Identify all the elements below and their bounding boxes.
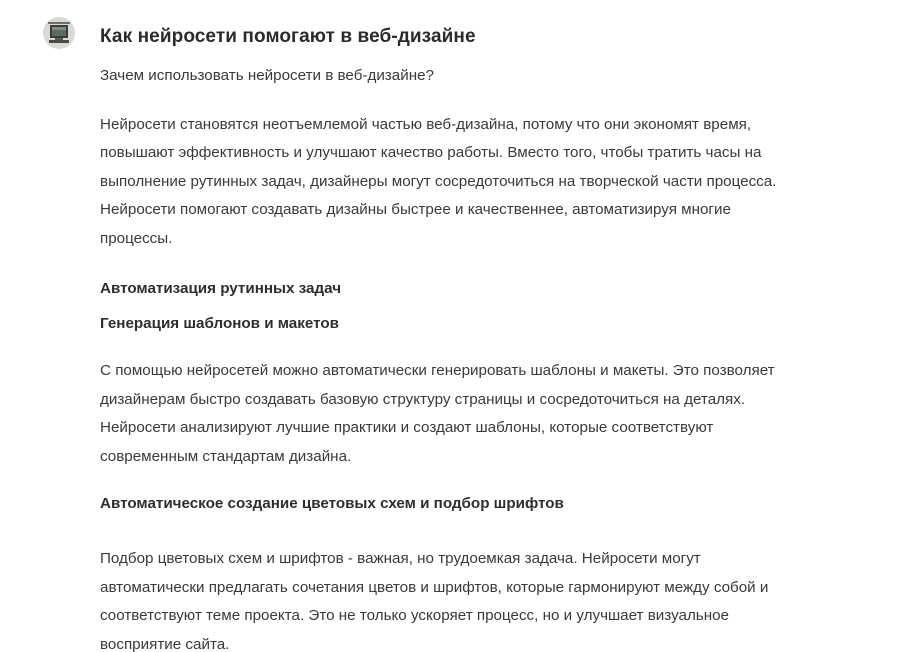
section-heading-routine-tasks: Автоматизация рутинных задач	[100, 280, 342, 297]
paragraph-line: С помощью нейросетей можно автоматически генерировать шаблоны и макеты. Это позволяет	[100, 362, 775, 379]
paragraph-line: Подбор цветовых схем и шрифтов - важная, но трудоемкая задача. Нейросети могут	[100, 550, 701, 567]
message-title: Как нейросети помогают в веб-дизайне	[100, 26, 476, 47]
section-heading-colors-fonts: Автоматическое создание цветовых схем и подбор шрифтов	[100, 495, 564, 512]
paragraph-line: соответствуют теме проекта. Это не только ускоряет процесс, но и улучшает визуальное	[100, 607, 729, 624]
assistant-message	[100, 24, 890, 652]
paragraph-line: дизайнерам быстро создавать базовую структуру страницы и сосредоточиться на деталях.	[100, 390, 746, 408]
paragraph-line: современным стандартам дизайна.	[100, 447, 352, 465]
section-heading-templates: Генерация шаблонов и макетов	[100, 315, 339, 332]
paragraph-line: Нейросети становятся неотъемлемой частью веб-дизайна, потому что они экономят время,	[100, 115, 752, 133]
paragraph-2	[100, 357, 890, 471]
paragraph-3	[100, 545, 890, 652]
paragraph-line: автоматически предлагать сочетания цветов и шрифтов, которые гармонируют между собой и	[100, 578, 769, 596]
avatar	[43, 17, 75, 49]
paragraph-line: выполнение рутинных задач, дизайнеры могут сосредоточиться на творческой части процесса.	[100, 172, 777, 190]
paragraph-line: восприятие сайта.	[100, 635, 230, 652]
paragraph-line: Нейросети анализируют лучшие практики и создают шаблоны, которые соответствуют	[100, 419, 714, 436]
paragraph-line: повышают эффективность и улучшают качество работы. Вместо того, чтобы тратить часы на	[100, 144, 762, 161]
message-subtitle: Зачем использовать нейросети в веб-дизайне?	[100, 67, 434, 84]
paragraph-line: процессы.	[100, 229, 173, 247]
computer-monitor-icon	[43, 17, 75, 49]
paragraph-line: Нейросети помогают создавать дизайны быстрее и качественнее, автоматизируя многие	[100, 201, 731, 218]
paragraph-1	[100, 111, 890, 254]
